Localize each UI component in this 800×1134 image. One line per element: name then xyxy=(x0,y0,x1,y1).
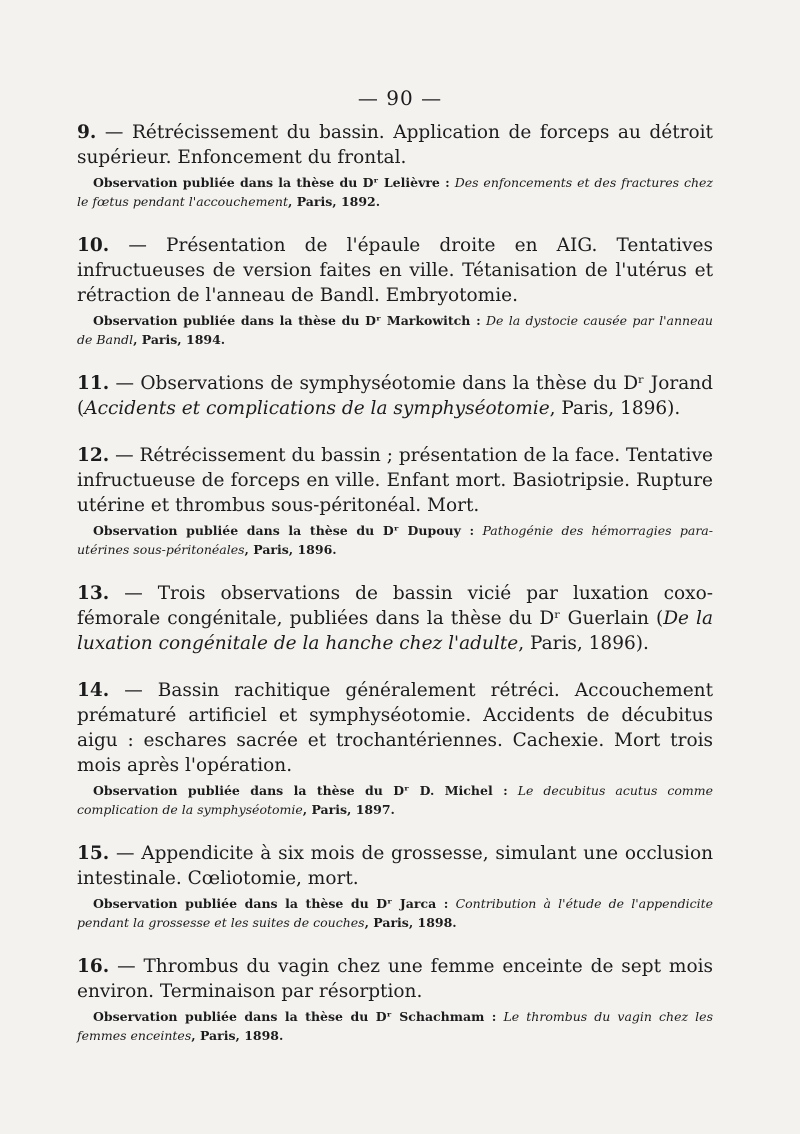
source-prefix: Observation publiée dans la thèse du Dʳ Dupouy : xyxy=(93,523,475,538)
observation-entry-16 xyxy=(77,954,713,1045)
observation-summary xyxy=(77,581,713,656)
observation-text-end: , Paris, 1896). xyxy=(518,633,649,654)
observation-number: 9. xyxy=(77,122,97,143)
observation-number: 10. xyxy=(77,235,110,256)
observation-number: 11. xyxy=(77,373,110,394)
source-suffix: , Paris, 1898. xyxy=(364,915,457,930)
observation-text: — Bassin rachitique généralement rétréci. Accouchement prématuré artificiel et symphyséotomie. Accidents de décubitus aigu : eschares sacrée et trochantériennes. Cachexie. Mort trois mois après l'opération. xyxy=(77,680,713,776)
source-prefix: Observation publiée dans la thèse du Dʳ Jarca : xyxy=(93,896,449,911)
observation-text: — Trois observations de bassin vicié par luxation coxo-fémorale congénitale, publiées dans la thèse du Dʳ Guerlain ( xyxy=(77,583,713,629)
observation-entry-14 xyxy=(77,678,713,819)
observation-source xyxy=(77,894,713,932)
thesis-title: De la luxation congénitale de la hanche chez l'adulte xyxy=(77,608,713,654)
observation-number: 14. xyxy=(77,680,110,701)
observation-number: 16. xyxy=(77,956,110,977)
observation-text: — Présentation de l'épaule droite en AIG. Tentatives infructueuses de version faites en ville. Tétanisation de l'utérus et rétraction de l'anneau de Bandl. Embryotomie. xyxy=(77,235,713,306)
observation-summary xyxy=(77,233,713,308)
source-title: De la dystocie causée par l'anneau de Bandl xyxy=(77,313,713,347)
observation-list xyxy=(77,120,713,1067)
source-title: Le thrombus du vagin chez les femmes enceintes xyxy=(77,1009,713,1043)
observation-summary xyxy=(77,120,713,170)
observation-summary xyxy=(77,954,713,1004)
observation-source xyxy=(77,311,713,349)
observation-text: — Appendicite à six mois de grossesse, simulant une occlusion intestinale. Cœliotomie, mort. xyxy=(77,843,713,889)
observation-text: — Rétrécissement du bassin ; présentation de la face. Tentative infructueuse de forceps en ville. Enfant mort. Basiotripsie. Rupture utérine et thrombus sous-péritonéal. Mort. xyxy=(77,445,713,516)
observation-entry-15 xyxy=(77,841,713,932)
source-prefix: Observation publiée dans la thèse du Dʳ Schachmam : xyxy=(93,1009,497,1024)
observation-source xyxy=(77,1007,713,1045)
source-suffix: , Paris, 1896. xyxy=(244,542,337,557)
source-prefix: Observation publiée dans la thèse du Dʳ Lelièvre : xyxy=(93,175,450,190)
source-suffix: , Paris, 1898. xyxy=(191,1028,284,1043)
observation-summary xyxy=(77,443,713,518)
observation-text-end: , Paris, 1896). xyxy=(549,398,681,419)
observation-entry-13 xyxy=(77,581,713,656)
observation-summary xyxy=(77,678,713,778)
observation-entry-9 xyxy=(77,120,713,211)
observation-entry-11 xyxy=(77,371,713,421)
thesis-title: Accidents et complications de la symphyséotomie xyxy=(84,398,550,419)
observation-entry-12 xyxy=(77,443,713,559)
observation-text: — Observations de symphyséotomie dans la thèse du Dʳ Jorand ( xyxy=(77,373,713,419)
source-prefix: Observation publiée dans la thèse du Dʳ Markowitch : xyxy=(93,313,481,328)
observation-text: — Rétrécissement du bassin. Application de forceps au détroit supérieur. Enfoncement du frontal. xyxy=(77,122,713,168)
source-title: Pathogénie des hémorragies para-utérines sous-péritonéales xyxy=(77,523,713,557)
observation-entry-10 xyxy=(77,233,713,349)
observation-source xyxy=(77,173,713,211)
observation-source xyxy=(77,781,713,819)
source-title: Contribution à l'étude de l'appendicite pendant la grossesse et les suites de couches xyxy=(77,896,713,930)
observation-number: 13. xyxy=(77,583,110,604)
source-suffix: , Paris, 1894. xyxy=(133,332,226,347)
source-prefix: Observation publiée dans la thèse du Dʳ D. Michel : xyxy=(93,783,508,798)
source-title: Le decubitus acutus comme complication de la symphyséotomie xyxy=(77,783,713,817)
source-suffix: , Paris, 1897. xyxy=(302,802,395,817)
observation-number: 15. xyxy=(77,843,110,864)
observation-summary xyxy=(77,841,713,891)
observation-source xyxy=(77,521,713,559)
observation-summary xyxy=(77,371,713,421)
observation-text: — Thrombus du vagin chez une femme enceinte de sept mois environ. Terminaison par résorption. xyxy=(77,956,713,1002)
source-suffix: , Paris, 1892. xyxy=(288,194,381,209)
page-number: — 90 — xyxy=(357,86,443,110)
source-title: Des enfoncements et des fractures chez le fœtus pendant l'accouchement xyxy=(77,175,713,209)
observation-number: 12. xyxy=(77,445,110,466)
